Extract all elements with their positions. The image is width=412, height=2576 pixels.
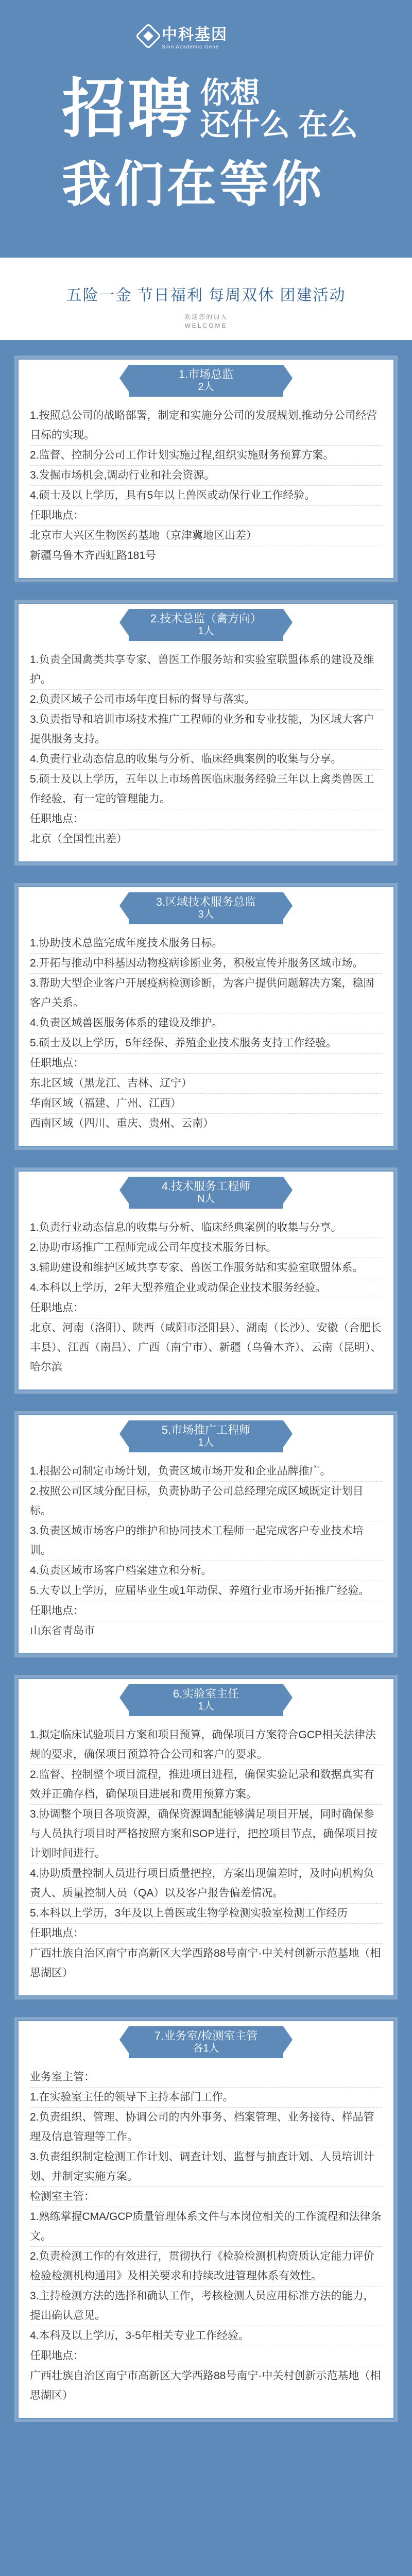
job-title: 1.市场总监	[178, 368, 234, 381]
job-card	[18, 603, 394, 862]
job-requirement: 3.负责区域市场客户的维护和协同技术工程师一起完成客户专业技术培训。	[30, 1521, 382, 1561]
job-requirement: 2.负责区域子公司市场年度目标的督导与落实。	[30, 690, 382, 710]
job-requirement: 3.帮助大型企业客户开展疫病检测诊断，为客户提供问题解决方案，稳固客户关系。	[30, 974, 382, 1013]
job-location: 北京市大兴区生物医药基地（京津冀地区出差）	[30, 526, 382, 546]
job-title: 3.区域技术服务总监	[156, 895, 256, 908]
job-card-header	[129, 1684, 283, 1716]
job-location: 西南区域（四川、重庆、贵州、云南）	[30, 1117, 214, 1129]
logo-text	[162, 22, 228, 50]
welcome-en: WELCOME	[184, 322, 228, 329]
job-requirement: 2.开拓与推动中科基因动物疫病诊断业务，积极宣传并服务区域市场。	[30, 954, 382, 974]
job-requirement: 5.硕士及以上学历，5年经保、养殖企业技术服务支持工作经验。	[30, 1033, 382, 1054]
job-card	[18, 2020, 394, 2419]
logo-en: Sino Academic Gene	[162, 44, 219, 50]
job-card-header	[129, 1420, 283, 1452]
job-list	[0, 340, 412, 2419]
job-title: 2.技术总监（禽方向）	[150, 612, 262, 625]
job-headcount: 各1人	[193, 2043, 219, 2054]
job-card-header	[129, 892, 283, 924]
job-requirement: 3.主持检测方法的选择和确认工作，考核检测人员应用标准方法的能力，提出确认意见。	[30, 2286, 382, 2326]
job-headcount: 1人	[198, 625, 214, 637]
job-requirement: 5.硕士及以上学历，五年以上市场兽医临床服务经验三年以上禽类兽医工作经验，有一定的管理能力。	[30, 770, 382, 809]
job-requirement: 3.辅助建设和维护区域共享专家、兽医工作服务站和实验室联盟体系。	[30, 1258, 382, 1278]
job-requirement: 1.在实验室主任的领导下主持本部门工作。	[30, 2088, 382, 2108]
job-card	[18, 1414, 394, 1654]
location-label: 任职地点：	[30, 809, 382, 829]
job-requirement: 2.负责组织、管理、协调公司的内外事务、档案管理、业务接待、样品管理及信息管理等工作。	[30, 2108, 382, 2147]
title-row2: 我们在等你	[62, 157, 324, 212]
job-requirement: 1.熟练掌握CMA/GCP质量管理体系文件与本岗位相关的工作流程和法律条文。	[30, 2207, 382, 2247]
job-location: 北京（全国性出差）	[30, 833, 127, 845]
company-logo	[139, 22, 228, 50]
job-headcount: 3人	[198, 909, 214, 920]
job-card	[18, 359, 394, 579]
benefits-strip	[0, 258, 412, 340]
job-title: 6.实验室主任	[173, 1687, 239, 1700]
job-requirement: 5.大专以上学历，应届毕业生或1年动保、养殖行业市场开拓推广经验。	[30, 1581, 382, 1601]
job-card	[18, 1678, 394, 1996]
job-title: 4.技术服务工程师	[161, 1180, 251, 1193]
job-requirement: 1.协助技术总监完成年度技术服务目标。	[30, 934, 382, 954]
location-label: 任职地点：	[30, 506, 382, 526]
job-requirement: 1.按照总公司的战略部署，制定和实施分公司的发展规划,推动分公司经营目标的实现。	[30, 406, 382, 446]
job-requirement: 4.本科以上学历，2年大型养殖企业或动保企业技术服务经验。	[30, 1278, 382, 1298]
location-label: 任职地点：	[30, 1298, 382, 1318]
job-location: 山东省青岛市	[30, 1625, 95, 1637]
job-requirement: 4.本科及以上学历，3-5年相关专业工作经验。	[30, 2326, 382, 2346]
job-requirement: 4.协助质量控制人员进行项目质量把控，方案出现偏差时，及时向机构负责人、质量控制人员（QA）以及客户报告偏差情况。	[30, 1864, 382, 1904]
job-location: 广西壮族自治区南宁市高新区大学西路88号南宁·中关村创新示范基地（相思湖区）	[30, 2370, 381, 2401]
hero-title	[62, 74, 358, 216]
location-label: 任职地点：	[30, 1924, 382, 1944]
logo-cn: 中科基因	[162, 26, 228, 43]
job-headcount: 1人	[198, 1701, 214, 1712]
job-card-header	[129, 1177, 283, 1209]
job-requirement: 3.负责组织制定检测工作计划、调查计划、监督与抽查计划、人员培训计划、并制定实施方案。	[30, 2147, 382, 2187]
job-requirement: 2.监督、控制整个项目流程，推进项目进程，确保实验记录和数据真实有效并正确存档，确保项目进展和费用预算方案。	[30, 1765, 382, 1805]
benefits-text: 五险一金 节日福利 每周双休 团建活动	[66, 287, 346, 304]
job-requirement: 4.负责区域兽医服务体系的建设及维护。	[30, 1013, 382, 1033]
title-side-2: 还什么	[200, 108, 290, 142]
logo-icon	[135, 23, 162, 49]
job-requirement: 4.硕士及以上学历，具有5年以上兽医或动保行业工作经验。	[30, 486, 382, 506]
location-label: 任职地点：	[30, 1601, 382, 1621]
job-requirement: 2.负责检测工作的有效进行，贯彻执行《检验检测机构资质认定能力评价 检验检测机构通用》及相关要求和持续改进管理体系有效性。	[30, 2247, 382, 2286]
job-title: 7.业务室/检测室主管	[154, 2029, 258, 2042]
job-requirement: 业务室主管：	[30, 2067, 382, 2088]
job-requirement: 1.负责全国禽类共享专家、兽医工作服务站和实验室联盟体系的建设及维护。	[30, 650, 382, 690]
title-side-1: 你想	[200, 76, 260, 110]
job-card-header	[129, 365, 283, 397]
job-headcount: N人	[197, 1193, 215, 1205]
job-requirement: 2.监督、控制分公司工作计划实施过程,组织实施财务预算方案。	[30, 446, 382, 466]
location-label: 任职地点：	[30, 2346, 382, 2366]
job-card	[18, 886, 394, 1147]
welcome-cn: 欢迎您的加入	[184, 313, 228, 320]
job-location: 华南区域（福建、广州、江西）	[30, 1094, 382, 1114]
job-requirement: 3.发掘市场机会,调动行业和社会资源。	[30, 466, 382, 486]
job-card-header	[129, 2026, 283, 2058]
job-requirement: 1.根据公司制定市场计划，负责区域市场开发和企业品牌推广。	[30, 1462, 382, 1482]
job-headcount: 2人	[198, 381, 214, 393]
job-requirement: 4.负责区域市场客户档案建立和分析。	[30, 1561, 382, 1581]
job-location: 广西壮族自治区南宁市高新区大学西路88号南宁·中关村创新示范基地（相思湖区）	[30, 1947, 381, 1979]
job-requirement: 2.协助市场推广工程师完成公司年度技术服务目标。	[30, 1238, 382, 1258]
job-location: 北京、河南（洛阳）、陕西（咸阳市泾阳县）、湖南（长沙）、安徽（合肥长丰县）、江西（南昌）、广西（南宁市）、新疆（乌鲁木齐）、云南（昆明）、哈尔滨	[30, 1322, 382, 1373]
job-location: 新疆乌鲁木齐西虹路181号	[30, 550, 157, 562]
job-headcount: 1人	[198, 1437, 214, 1448]
job-requirement: 1.负责行业动态信息的收集与分析、临床经典案例的收集与分享。	[30, 1218, 382, 1238]
job-card	[18, 1171, 394, 1391]
job-card-header	[129, 609, 283, 641]
title-side	[200, 77, 357, 141]
job-requirement: 3.负责指导和培训市场技术推广工程师的业务和专业技能，为区域大客户提供服务支持。	[30, 710, 382, 750]
job-requirement: 2.按照公司区域分配目标，负责协助子公司总经理完成区域既定计划目标。	[30, 1482, 382, 1521]
hero-section	[0, 0, 412, 258]
job-requirement: 1.拟定临床试验项目方案和项目预算，确保项目方案符合GCP相关法律法规的要求，确保项目预算符合公司和客户的要求。	[30, 1725, 382, 1765]
title-big: 招聘	[62, 74, 194, 145]
job-requirement: 5.本科以上学历，3年及以上兽医或生物学检测实验室检测工作经历	[30, 1904, 382, 1924]
title-side-3: 在么	[298, 108, 358, 142]
job-requirement: 检测室主管：	[30, 2187, 382, 2207]
job-requirement: 3.协调整个项目各项资源，确保资源调配能够满足项目开展，同时确保参与人员执行项目时严格按照方案和SOP进行，把控项目节点，确保项目按计划时间进行。	[30, 1805, 382, 1864]
job-title: 5.市场推广工程师	[161, 1423, 251, 1436]
job-requirement: 4.负责行业动态信息的收集与分析、临床经典案例的收集与分享。	[30, 750, 382, 770]
job-location: 东北区域（黑龙江、吉林、辽宁）	[30, 1074, 382, 1094]
location-label: 任职地点：	[30, 1054, 382, 1074]
